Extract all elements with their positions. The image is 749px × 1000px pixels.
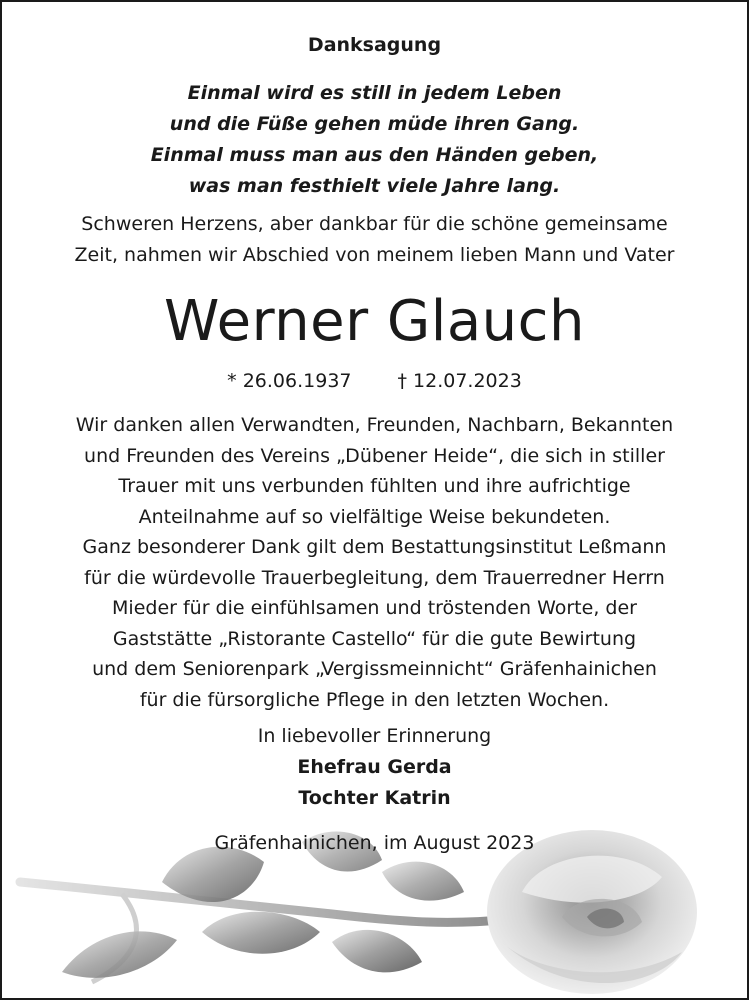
thanks-line: und dem Seniorenpark „Vergissmeinnicht“ Gräfenhainichen <box>92 658 657 680</box>
thanks-line: und Freunden des Vereins „Dübener Heide“, die sich in stiller <box>84 444 665 467</box>
place-and-date: Gräfenhainichen, im August 2023 <box>214 832 535 854</box>
poem-line: und die Füße gehen müde ihren Gang. <box>169 113 580 135</box>
thanks-text <box>2 410 747 715</box>
thanks-line: Trauer mit uns verbunden fühlten und ihre aufrichtige <box>118 475 631 497</box>
poem <box>2 78 747 202</box>
family-member: Ehefrau Gerda <box>297 756 452 778</box>
memory-line: In liebevoller Erinnerung <box>257 725 492 747</box>
intro-text <box>2 209 747 271</box>
thanks-line: Anteilnahme auf so vielfältige Weise bekundeten. <box>138 505 611 528</box>
poem-line: Einmal wird es still in jedem Leben <box>187 82 562 104</box>
intro-line: Schweren Herzens, aber dankbar für die schöne gemeinsame <box>81 213 668 235</box>
intro-line: Zeit, nahmen wir Abschied von meinem lieben Mann und Vater <box>74 244 675 266</box>
thanks-line: Gaststätte „Ristorante Castello“ für die gute Bewirtung <box>112 627 637 650</box>
thanks-line: für die würdevolle Trauerbegleitung, dem Trauerredner Herrn <box>84 566 665 589</box>
notice-heading: Danksagung <box>307 34 442 56</box>
thanks-line: Wir danken allen Verwandten, Freunden, Nachbarn, Bekannten <box>75 414 674 436</box>
thanks-line: für die fürsorgliche Pflege in den letzten Wochen. <box>139 688 610 711</box>
poem-line: was man festhielt viele Jahre lang. <box>188 175 561 197</box>
thanks-line: Mieder für die einfühlsamen und tröstenden Worte, der <box>112 597 637 619</box>
life-dates <box>2 366 747 396</box>
birth-date: * 26.06.1937 <box>227 370 352 392</box>
deceased-name: Werner Glauch <box>164 289 585 354</box>
death-date: † 12.07.2023 <box>397 370 522 392</box>
family-member: Tochter Katrin <box>298 787 451 809</box>
family-signatures <box>2 752 747 814</box>
poem-line: Einmal muss man aus den Händen geben, <box>150 144 599 166</box>
thanks-line: Ganz besonderer Dank gilt dem Bestattungsinstitut Leßmann <box>82 536 667 558</box>
